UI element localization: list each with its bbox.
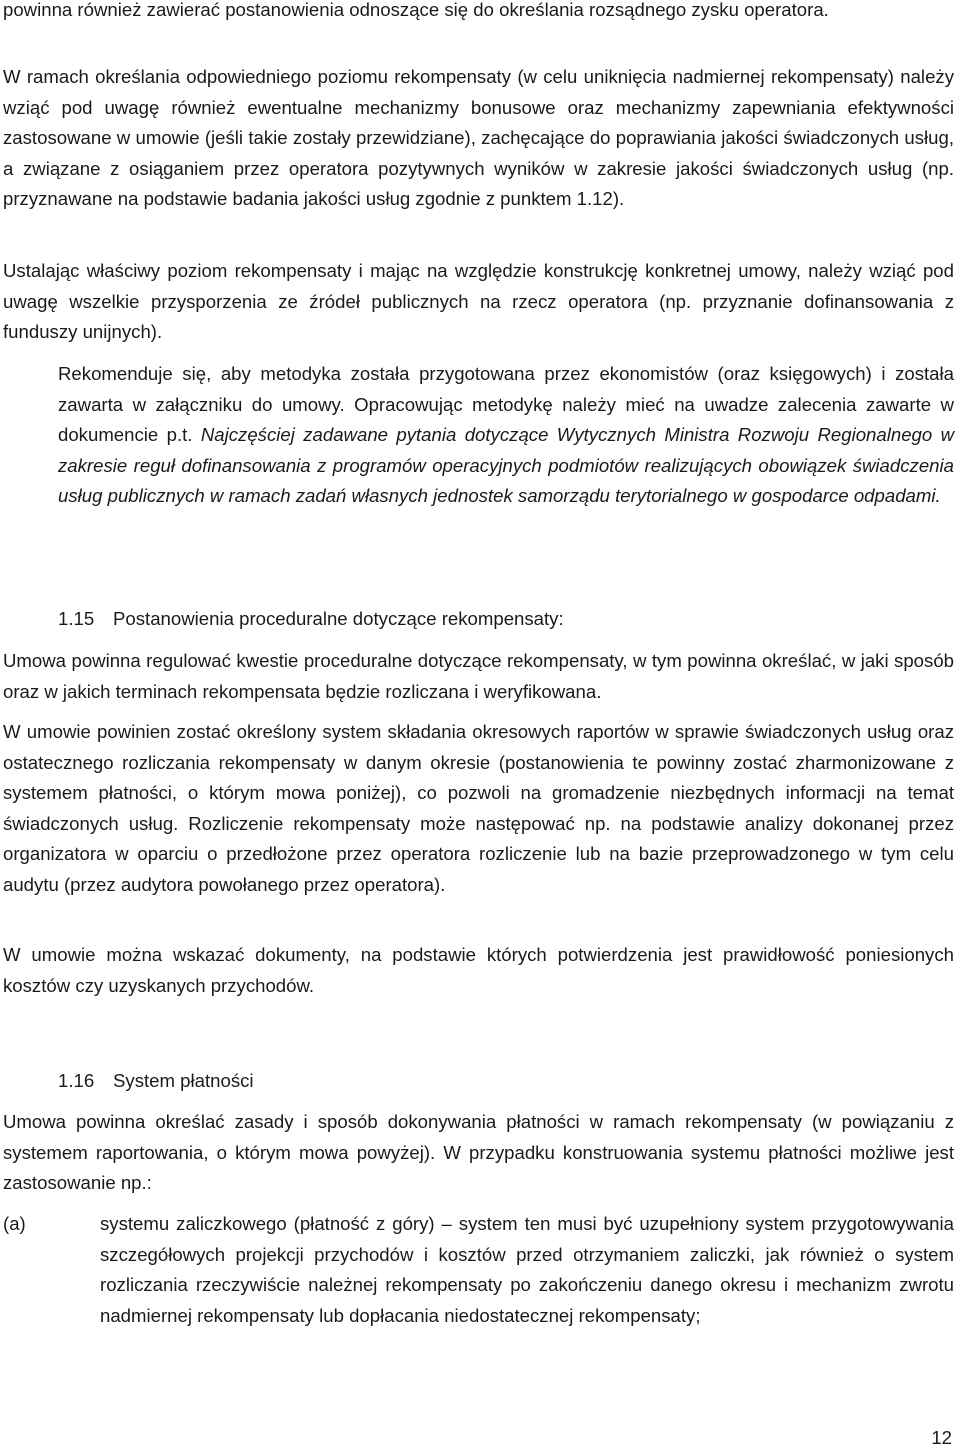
document-title-italic: Najczęściej zadawane pytania dotyczące Wytycznych Ministra Rozwoju Regionalnego w zakresie reguł dofinansowania z programów operacyjnych podmiotów realizujących obowiązek świadczenia usług publicznych w ramach zadań własnych jednostek samorządu terytorialnego w gospodarce odpadami. bbox=[58, 424, 955, 506]
section-heading-1-15 bbox=[58, 604, 564, 635]
paragraph-poziom-rekompensaty: W ramach określania odpowiedniego poziomu rekompensaty (w celu uniknięcia nadmiernej rekompensaty) należy wziąć pod uwagę również ewentualne mechanizmy bonusowe oraz mechanizmy zapewniania efektywności zastosowane w umowie (jeśli takie zostały przewidziane), zachęcające do poprawiania jakości świadczonych usług, a związane z osiąganiem przez operatora pozytywnych wyników w zakresie jakości świadczonych usług (np. przyznawane na podstawie badania jakości usług zgodnie z punktem 1.12). bbox=[3, 66, 954, 209]
section-number: 1.16 bbox=[58, 1070, 95, 1091]
section-number: 1.15 bbox=[58, 608, 95, 629]
paragraph-przysporzenia: Ustalając właściwy poziom rekompensaty i mając na względzie konstrukcję konkretnej umowy, należy wziąć pod uwagę wszelkie przysporzenia ze źródeł publicznych na rzecz operatora (np. przyznanie dofinansowania z funduszy unijnych). bbox=[3, 260, 954, 342]
paragraph-system-raportow: W umowie powinien zostać określony system składania okresowych raportów w sprawie świadczonych usług oraz ostatecznego rozliczania rekompensaty w danym okresie (postanowienia te powinny zostać zharmonizowane z systemem płatności, o którym mowa poniżej), co pozwoli na gromadzenie niezbędnych informacji na temat świadczonych usług. Rozliczenie rekompensaty może następować np. na podstawie analizy dokonanej przez organizatora w oparciu o przedłożone przez operatora rozliczenie lub na bazie przeprowadzonego w tym celu audytu (przez audytora powołanego przez operatora). bbox=[3, 721, 954, 895]
section-title: Postanowienia proceduralne dotyczące rekompensaty: bbox=[113, 608, 564, 629]
section-title: System płatności bbox=[113, 1070, 254, 1091]
list-item-text: systemu zaliczkowego (płatność z góry) – system ten musi być uzupełniony system przygotowywania szczegółowych projekcji przychodów i kosztów przed otrzymaniem zaliczki, jak również o system rozliczania rzeczywiście należnej rekompensaty po zakończeniu danego okresu i mechanizm zwrotu nadmiernej rekompensaty lub dopłacania niedostatecznej rekompensaty; bbox=[100, 1213, 954, 1326]
paragraph-kwestie-proceduralne: Umowa powinna regulować kwestie proceduralne dotyczące rekompensaty, w tym powinna określać, w jaki sposób oraz w jakich terminach rekompensata będzie rozliczana i weryfikowana. bbox=[3, 650, 954, 702]
section-heading-1-16 bbox=[58, 1066, 254, 1097]
paragraph-zasady-platnosci: Umowa powinna określać zasady i sposób dokonywania płatności w ramach rekompensaty (w powiązaniu z systemem raportowania, o którym mowa powyżej). W przypadku konstruowania systemu płatności możliwe jest zastosowanie np.: bbox=[3, 1111, 954, 1193]
paragraph-dokumenty: W umowie można wskazać dokumenty, na podstawie których potwierdzenia jest prawidłowość poniesionych kosztów czy uzyskanych przychodów. bbox=[3, 944, 954, 996]
metodyka-text: Rekomenduje się, aby metodyka została przygotowana przez ekonomistów (oraz księgowych) i została zawarta w załączniku do umowy. Opracowując metodykę należy mieć na uwadze zalecenia zawarte w dokumencie p.t. bbox=[58, 363, 954, 445]
paragraph-zysk-operatora: powinna również zawierać postanowienia odnoszące się do określania rozsądnego zysku operatora. bbox=[3, 0, 829, 20]
paragraph-metodyka bbox=[58, 359, 954, 512]
page-number: 12 bbox=[931, 1427, 952, 1448]
list-item-label: (a) bbox=[3, 1213, 26, 1234]
